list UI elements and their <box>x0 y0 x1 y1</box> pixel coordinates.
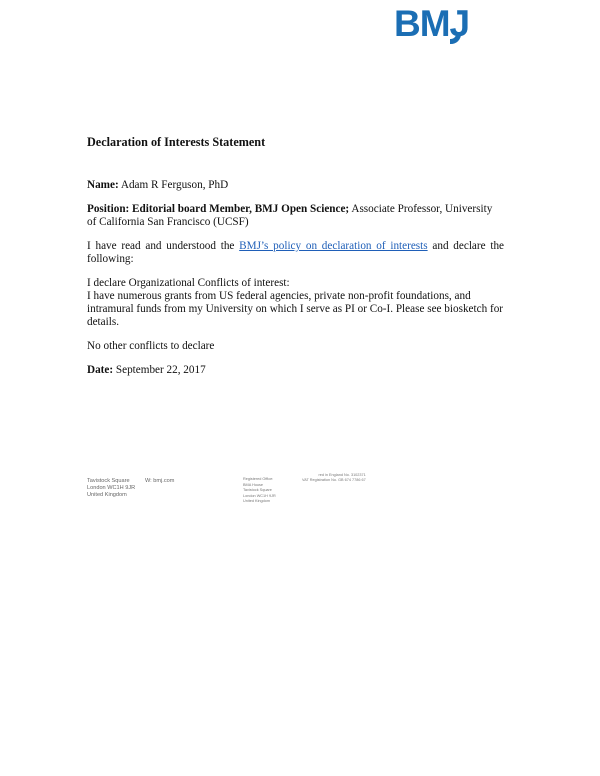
footer-registered-line: United Kingdom <box>243 499 271 504</box>
bmj-logo <box>394 2 469 46</box>
date-value: September 22, 2017 <box>115 364 206 376</box>
conflicts-heading: I declare Organizational Conflicts of interest: <box>87 277 290 289</box>
footer-registered-line: Tavistock Square <box>243 488 272 493</box>
policy-link[interactable]: BMJ’s policy on declaration of interests <box>239 240 428 252</box>
document-title: Declaration of Interests Statement <box>87 135 266 149</box>
footer-company-info <box>302 473 366 484</box>
footer-registered-line: Registered Office: <box>243 477 274 481</box>
footer-website <box>145 478 174 485</box>
name-line <box>87 179 504 192</box>
intro-before-text: I have read and understood the <box>87 240 235 252</box>
position-value: Associate Professor, University of California San Francisco (UCSF) <box>87 203 493 228</box>
conflicts-section <box>87 277 504 329</box>
name-label: Name: <box>87 179 119 191</box>
footer-registered-line: BMA House <box>243 482 264 487</box>
position-line <box>87 203 504 229</box>
name-value: Adam R Ferguson, PhD <box>120 179 229 191</box>
footer-company-line: VAT Registration No. GB 674 7786 67 <box>302 478 366 483</box>
footer-address-line: United Kingdom <box>87 492 127 499</box>
footer-registered-line: London WC1H 9JR <box>243 493 276 498</box>
intro-after-text: and declare the following: <box>87 240 505 265</box>
footer-web-text: W: bmj.com <box>145 478 175 484</box>
bmj-logo-text: BMJ <box>394 3 470 44</box>
date-line <box>87 364 504 377</box>
footer-company-line: red in England No. 3102371 <box>318 473 366 477</box>
footer-address-line: Tavistock Square <box>87 478 130 484</box>
position-label: Position: Editorial board Member, BMJ Open Science; <box>87 203 350 215</box>
declaration-content <box>87 135 504 388</box>
no-other-conflicts: No other conflicts to declare <box>87 340 215 352</box>
date-label: Date: <box>87 364 114 376</box>
footer-registered-office <box>243 477 276 505</box>
intro-paragraph <box>87 240 504 266</box>
footer-address <box>87 478 135 500</box>
footer-address-line: London WC1H 9JR <box>87 485 136 492</box>
conflicts-body: I have numerous grants from US federal agencies, private non-profit foundations, and intramural funds from my University on which I serve as PI or Co-I. Please see biosketch for details. <box>87 290 504 328</box>
